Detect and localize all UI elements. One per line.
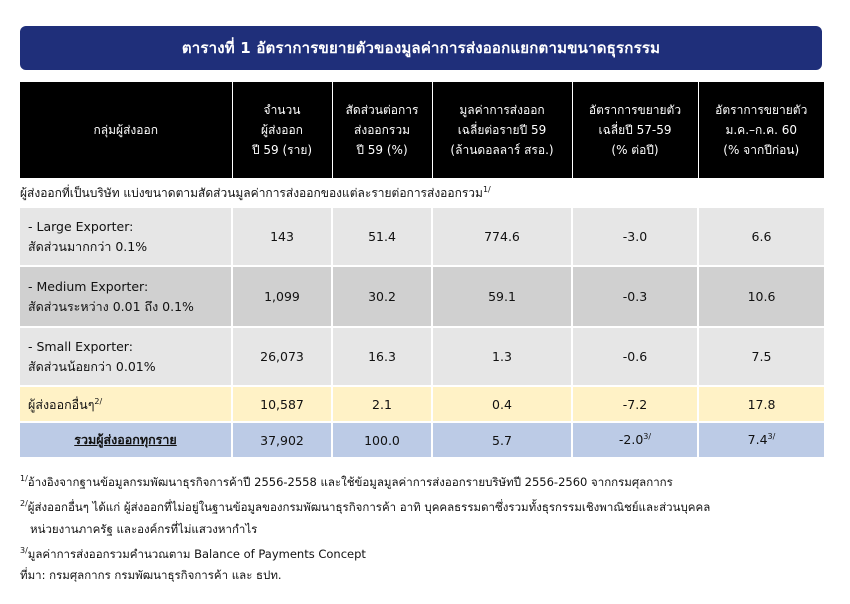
row-label: ผู้ส่งออกอื่นๆ$^{2/}$ bbox=[20, 386, 232, 422]
footnote-1: $^{1/}$อ้างอิงจากฐานข้อมูลกรมพัฒนาธุรกิจการค้าปี 2556-2558 และใช้ข้อมูลมูลค่าการส่งออกรายบริษัทปี 2556-2560 จากกรมศุลกากร bbox=[20, 474, 673, 489]
cell-growth-2: 6.6 bbox=[698, 208, 824, 266]
cell-share: 51.4 bbox=[332, 208, 432, 266]
cell-count: 37,902 bbox=[232, 422, 332, 458]
header-count: จำนวน ผู้ส่งออก ปี 59 (ราย) bbox=[232, 82, 332, 178]
cell-avg: 5.7 bbox=[432, 422, 572, 458]
footnote-3: $^{3/}$มูลค่าการส่งออกรวมคำนวณตาม Balance of Payments Concept bbox=[20, 545, 366, 561]
header-group: กลุ่มผู้ส่งออก bbox=[20, 82, 232, 178]
header-growth-60: อัตราการขยายตัว ม.ค.–ก.ค. 60 (% จากปีก่อน) bbox=[698, 82, 824, 178]
source-note: ที่มา: กรมศุลกากร กรมพัฒนาธุรกิจการค้า และ ธปท. bbox=[20, 568, 282, 583]
total-row bbox=[20, 422, 824, 458]
table-title: ตารางที่ 1 อัตราการขยายตัวของมูลค่าการส่งออกแยกตามขนาดธุรกรรม bbox=[20, 26, 822, 70]
cell-growth-2: 10.6 bbox=[698, 266, 824, 327]
footnotes bbox=[20, 468, 830, 586]
cell-count: 1,099 bbox=[232, 266, 332, 327]
exporter-table bbox=[20, 82, 824, 459]
total-label: รวมผู้ส่งออกทุกราย bbox=[20, 422, 232, 458]
row-label: - Large Exporter: สัดส่วนมากกว่า 0.1% bbox=[20, 208, 232, 266]
cell-growth-1: -0.6 bbox=[572, 327, 698, 386]
cell-growth-1: -7.2 bbox=[572, 386, 698, 422]
footnote-2-cont: หน่วยงานภาครัฐ และองค์กรที่ไม่แสวงหากำไร bbox=[30, 521, 258, 536]
cell-avg: 774.6 bbox=[432, 208, 572, 266]
cell-share: 100.0 bbox=[332, 422, 432, 458]
cell-avg: 0.4 bbox=[432, 386, 572, 422]
cell-growth-2: 7.5 bbox=[698, 327, 824, 386]
header-growth-57-59: อัตราการขยายตัว เฉลี่ยปี 57-59 (% ต่อปี) bbox=[572, 82, 698, 178]
table-row bbox=[20, 208, 824, 266]
row-label: - Small Exporter: สัดส่วนน้อยกว่า 0.01% bbox=[20, 327, 232, 386]
cell-growth-2: $7.4^{3/}$ bbox=[698, 422, 824, 458]
cell-avg: 59.1 bbox=[432, 266, 572, 327]
cell-share: 2.1 bbox=[332, 386, 432, 422]
section-row bbox=[20, 178, 824, 208]
cell-share: 30.2 bbox=[332, 266, 432, 327]
cell-count: 143 bbox=[232, 208, 332, 266]
table-row bbox=[20, 266, 824, 327]
cell-growth-1: $-2.0^{3/}$ bbox=[572, 422, 698, 458]
cell-count: 10,587 bbox=[232, 386, 332, 422]
row-label: - Medium Exporter: สัดส่วนระหว่าง 0.01 ถึง 0.1% bbox=[20, 266, 232, 327]
cell-growth-1: -3.0 bbox=[572, 208, 698, 266]
section-label: ผู้ส่งออกที่เป็นบริษัท แบ่งขนาดตามสัดส่วนมูลค่าการส่งออกของแต่ละรายต่อการส่งออกรวม$^{1/}$ bbox=[20, 178, 824, 208]
table-row bbox=[20, 327, 824, 386]
cell-share: 16.3 bbox=[332, 327, 432, 386]
cell-count: 26,073 bbox=[232, 327, 332, 386]
header-row bbox=[20, 82, 824, 178]
cell-growth-2: 17.8 bbox=[698, 386, 824, 422]
footnote-2: $^{2/}$ผู้ส่งออกอื่นๆ ได้แก่ ผู้ส่งออกที่ไม่อยู่ในฐานข้อมูลของกรมพัฒนาธุรกิจการค้า อาทิ บุคคลธรรมดาซึ่งรวมทั้งธุรกรรมเชิงพาณิชย์และส่วนบุคคล bbox=[20, 498, 711, 514]
cell-avg: 1.3 bbox=[432, 327, 572, 386]
header-share: สัดส่วนต่อการ ส่งออกรวม ปี 59 (%) bbox=[332, 82, 432, 178]
other-exporters-row bbox=[20, 386, 824, 422]
cell-growth-1: -0.3 bbox=[572, 266, 698, 327]
header-avg-value: มูลค่าการส่งออก เฉลี่ยต่อรายปี 59 (ล้านดอลลาร์ สรอ.) bbox=[432, 82, 572, 178]
